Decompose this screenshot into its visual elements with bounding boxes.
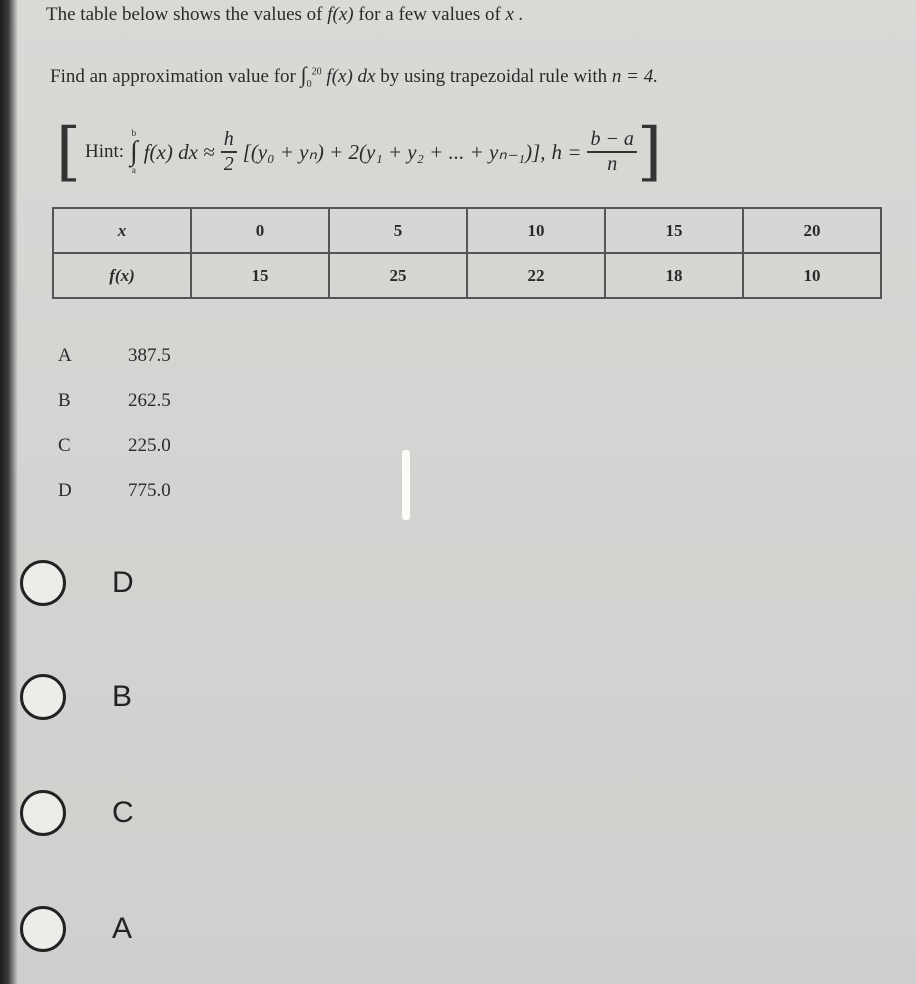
table-cell: 0 <box>191 208 329 253</box>
option-letter: D <box>58 480 72 501</box>
table-cell: x <box>53 208 191 253</box>
question-text-2-tail: by using trapezoidal rule with <box>380 66 608 87</box>
choice-b[interactable] <box>20 674 132 720</box>
choice-label: B <box>112 680 133 713</box>
hint-integrand: f(x) dx ≈ <box>143 139 215 164</box>
answer-options-list <box>58 345 171 525</box>
h-over-2-fraction <box>221 128 237 176</box>
option-value: 262.5 <box>128 390 171 411</box>
choice-label: C <box>112 796 134 829</box>
integral-expression <box>300 62 381 90</box>
step-size-fraction <box>587 128 637 176</box>
radio-button[interactable] <box>20 906 66 952</box>
screen-glare <box>402 450 410 520</box>
hint-open-bracket: [ <box>56 115 81 189</box>
option-letter: A <box>58 345 72 366</box>
hint-integral-sign: ∫ <box>130 136 138 167</box>
hint-integral <box>130 129 138 175</box>
table-cell: 5 <box>329 208 467 253</box>
integral-lower-limit: 0 <box>306 78 312 90</box>
choice-c[interactable] <box>20 790 134 836</box>
n-value: n = 4. <box>611 66 658 87</box>
function-symbol: f(x) <box>327 4 354 25</box>
table-cell: 10 <box>743 253 881 298</box>
table-cell: 20 <box>743 208 881 253</box>
choice-label: A <box>112 912 133 945</box>
table-cell: 10 <box>467 208 605 253</box>
choice-label: D <box>112 566 134 599</box>
option-letter: B <box>58 390 71 411</box>
variable-x: x . <box>505 4 524 25</box>
question-line-2 <box>50 62 658 90</box>
values-table <box>52 207 882 299</box>
choice-a[interactable] <box>20 906 132 952</box>
hint-upper-limit: b <box>131 128 137 138</box>
table-row <box>53 253 881 298</box>
dark-screen-edge <box>0 0 18 984</box>
table-cell: 15 <box>605 208 743 253</box>
table-cell: 15 <box>191 253 329 298</box>
table-cell: 18 <box>605 253 743 298</box>
hint-close-bracket: ] <box>636 115 662 189</box>
step-denominator: n <box>607 153 618 175</box>
integrand: f(x) dx <box>326 66 376 87</box>
option-b <box>58 390 171 435</box>
choice-d[interactable] <box>20 560 134 606</box>
table-cell: 22 <box>467 253 605 298</box>
option-value: 225.0 <box>128 435 171 456</box>
integral-upper-limit: 20 <box>311 66 322 78</box>
option-value: 775.0 <box>128 480 171 501</box>
table-row <box>53 208 881 253</box>
option-a <box>58 345 171 390</box>
h-equals: h = <box>551 139 582 164</box>
option-d <box>58 480 171 525</box>
question-line-1 <box>46 4 523 26</box>
option-letter: C <box>58 435 71 456</box>
hint-lower-limit: a <box>131 165 136 175</box>
trapezoid-sum: [(y₀ + yₙ) + 2(y₁ + y₂ + ... + yₙ₋₁)], <box>242 139 546 164</box>
step-numerator: b − a <box>587 128 637 153</box>
hint-box <box>56 112 662 192</box>
table-cell: 25 <box>329 253 467 298</box>
hint-label: Hint: <box>84 141 125 162</box>
question-text-tail: for a few values of <box>358 4 501 25</box>
option-value: 387.5 <box>128 345 171 366</box>
radio-button[interactable] <box>20 560 66 606</box>
fraction-numerator: h <box>221 128 237 153</box>
radio-button[interactable] <box>20 790 66 836</box>
question-text: The table below shows the values of <box>46 4 323 25</box>
question-text-2: Find an approximation value for <box>50 66 296 87</box>
fraction-denominator: 2 <box>223 153 234 175</box>
integral-sign: ∫ <box>300 62 307 87</box>
option-c <box>58 435 171 480</box>
table-cell: f(x) <box>53 253 191 298</box>
radio-button[interactable] <box>20 674 66 720</box>
